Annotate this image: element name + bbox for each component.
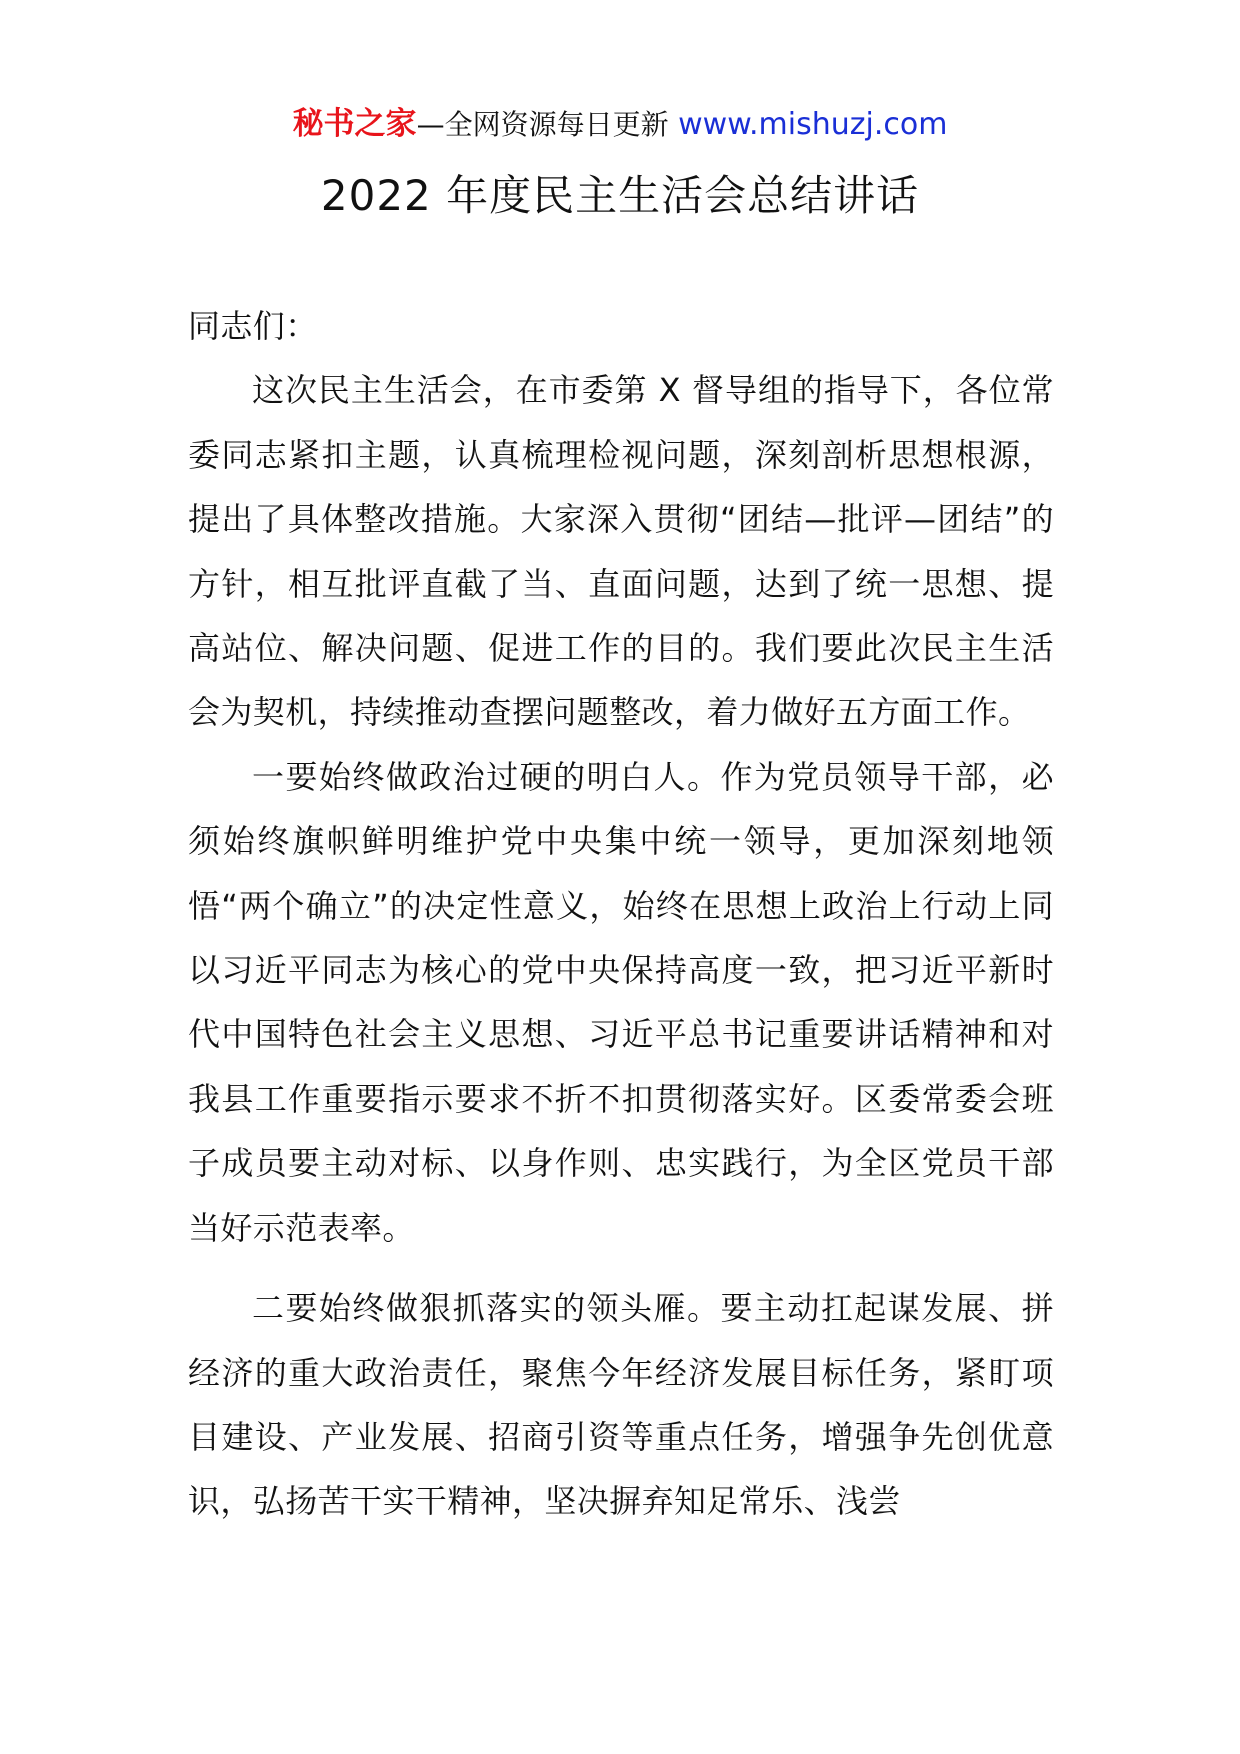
document-body — [188, 294, 1054, 1534]
header-tagline: —全网资源每日更新 — [416, 108, 669, 141]
watermark-header — [0, 104, 1240, 145]
paragraph-point-two: 二要始终做狠抓落实的领头雁。要主动扛起谋发展、拼经济的重大政治责任，聚焦今年经济发展目标任务，紧盯项目建设、产业发展、招商引资等重点任务，增强争先创优意识，弘扬苦干实干精神，坚决摒弃知足常乐、浅尝 — [188, 1289, 1054, 1521]
document-title: 2022 年度民主生活会总结讲话 — [320, 171, 920, 220]
site-url[interactable]: www.mishuzj.com — [678, 107, 948, 142]
paragraph-intro: 这次民主生活会，在市委第 X 督导组的指导下，各位常委同志紧扣主题，认真梳理检视问题，深刻剖析思想根源，提出了具体整改措施。大家深入贯彻“团结—批评—团结”的方针，相互批评直截了当、直面问题，达到了统一思想、提高站位、解决问题、促进工作的目的。我们要此次民主生活会为契机，持续推动查摆问题整改，着力做好五方面工作。 — [188, 371, 1054, 732]
paragraph-point-one: 一要始终做政治过硬的明白人。作为党员领导干部，必须始终旗帜鲜明维护党中央集中统一领导，更加深刻地领悟“两个确立”的决定性意义，始终在思想上政治上行动上同以习近平同志为核心的党中央保持高度一致，把习近平新时代中国特色社会主义思想、习近平总书记重要讲话精神和对我县工作重要指示要求不折不扣贯彻落实好。区委常委会班子成员要主动对标、以身作则、忠实践行，为全区党员干部当好示范表率。 — [188, 757, 1054, 1247]
brand-name: 秘书之家 — [292, 106, 417, 142]
salutation: 同志们： — [188, 307, 318, 345]
